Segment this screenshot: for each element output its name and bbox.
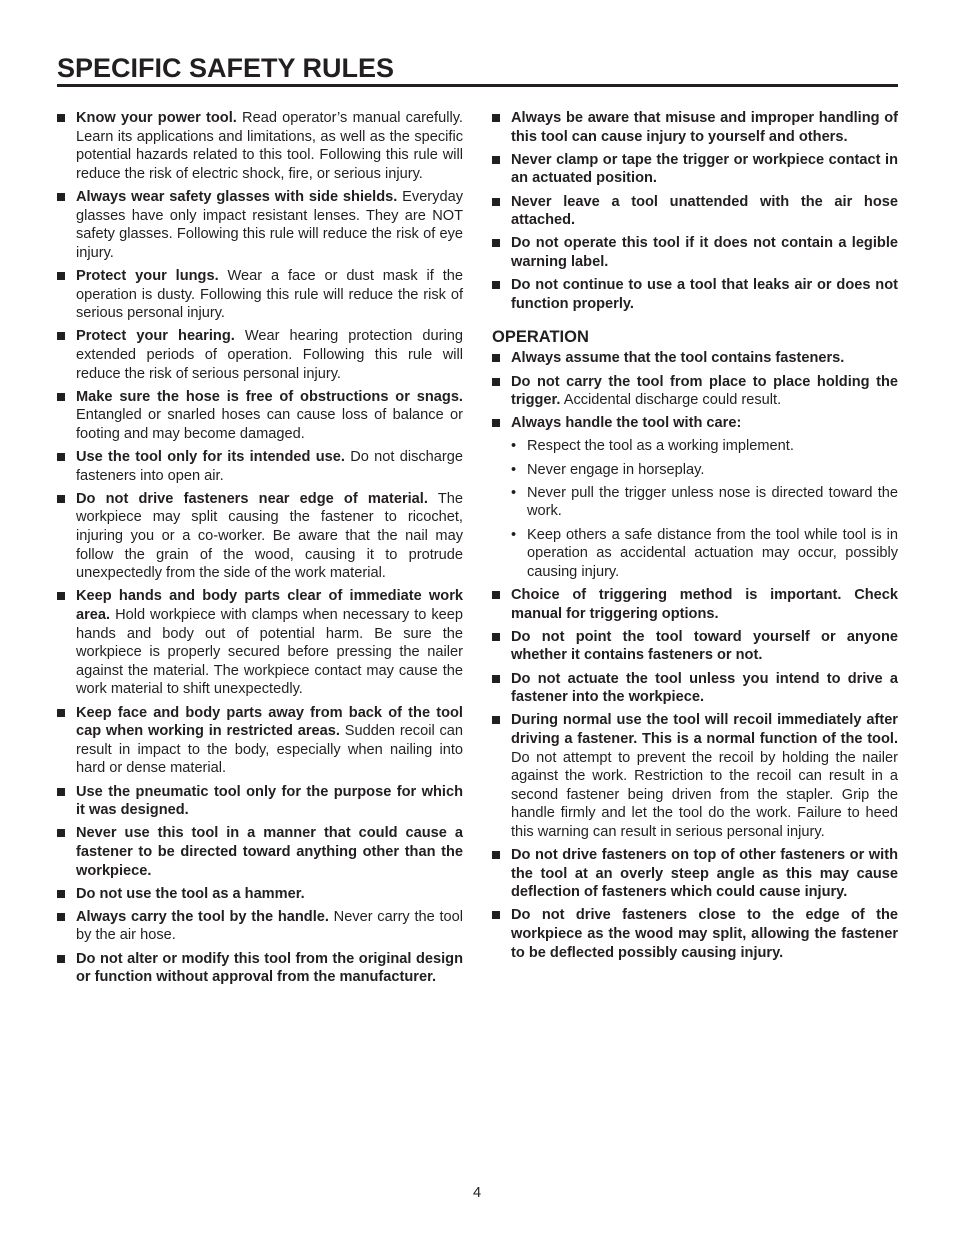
rule-heading: Do not point the tool toward yourself or anyone whether it contains fasteners or not. [511,628,898,664]
left-rules-list [57,109,463,987]
right-column [492,109,898,967]
square-bullet-icon [492,239,500,247]
rule-item [492,373,898,410]
rule-text: Entangled or snarled hoses can cause loss of balance or footing and may become damaged. [76,407,463,442]
square-bullet-icon [57,709,65,717]
sub-bullet-item [492,484,898,521]
rule-text: Everyday glasses have only impact resistant lenses. They are NOT safety glasses. Following this rule will reduce the risk of eye injury. [76,188,463,261]
rule-heading: Do not drive fasteners close to the edge of the workpiece as the wood may split, allowing the fastener to be deflected possibly causing injury. [511,907,898,961]
square-bullet-icon [57,829,65,837]
rule-text: Wear hearing protection during extended periods of operation. Following this rule will reduce the risk of serious personal injury. [76,328,463,382]
rule-item [57,587,463,699]
rule-item [492,628,898,665]
rule-heading: Always wear safety glasses with side shields. [76,188,398,205]
rule-item [57,950,463,987]
square-bullet-icon [492,419,500,427]
rule-item [57,490,463,583]
rule-heading: Keep hands and body parts clear of immediate work area. [76,588,463,623]
rule-item [492,234,898,271]
rule-heading: Choice of triggering method is important. Check manual for triggering options. [511,587,898,622]
square-bullet-icon [57,114,65,122]
dot-bullet-icon: • [511,526,517,543]
operation-rules-list [492,349,898,433]
square-bullet-icon [492,716,500,724]
rule-text: Wear a face or dust mask if the operation is dusty. Following this rule will reduce the risk of serious personal injury. [76,267,463,322]
rule-item [57,448,463,485]
rule-heading: Keep face and body parts away from back of the tool cap when working in restricted areas. [76,704,463,740]
square-bullet-icon [492,675,500,683]
rule-heading: Do not continue to use a tool that leaks air or does not function properly. [511,277,898,312]
rule-item [492,349,898,368]
rule-item [492,276,898,313]
sub-bullet-text: Keep others a safe distance from the tool while tool is in operation as accidental actuation may occur, possibly causing injury. [527,526,898,580]
rule-heading: Always carry the tool by the handle. [76,908,329,925]
rule-text: Do not discharge fasteners into open air. [76,449,464,484]
rule-item [492,151,898,188]
rule-item [492,193,898,230]
right-rules-list [492,109,898,313]
rule-heading: Do not alter or modify this tool from the original design or function without approval from the manufacturer. [76,950,463,986]
rule-item [57,885,463,904]
rule-heading: Always be aware that misuse and improper handling of this tool can cause injury to yourself and others. [511,110,898,145]
rule-item [57,109,463,183]
dot-bullet-icon: • [511,484,517,501]
page-number: 4 [472,1185,482,1201]
rule-text: Sudden recoil can result in impact to the body, especially when nailing into hard or dense material. [76,723,463,777]
operation-rules-list-continued [492,586,898,962]
rule-item [57,824,463,880]
rule-text: Do not attempt to prevent the recoil by holding the nailer against the work. Restriction to the recoil can result in a second fastener being driven from the stapler. Grip the handle firmly and let the tool do the work. Failure to heed this warning can result in serious personal injury. [511,749,898,840]
square-bullet-icon [57,913,65,921]
rule-text: The workpiece may split causing the fastener to ricochet, injuring you or a co-worker. Be aware that the nail may follow the grain of the wood, causing it to protrude unexpectedly from the side of the work material. [76,490,463,582]
sub-bullet-text: Respect the tool as a working implement. [527,438,794,455]
square-bullet-icon [57,890,65,898]
square-bullet-icon [57,788,65,796]
square-bullet-icon [492,354,500,362]
rule-item [492,586,898,623]
square-bullet-icon [57,272,65,280]
page-title: SPECIFIC SAFETY RULES [57,53,395,83]
square-bullet-icon [57,453,65,461]
operation-heading: OPERATION [492,328,589,347]
rule-text: Accidental discharge could result. [560,392,782,409]
sub-bullet-item [492,461,898,480]
square-bullet-icon [57,193,65,201]
rule-heading: During normal use the tool will recoil immediately after driving a fastener. This is a normal function of the tool. [511,712,898,747]
rule-heading: Do not carry the tool from place to place holding the trigger. [511,373,898,409]
sub-bullet-item [492,526,898,582]
square-bullet-icon [492,911,500,919]
rule-text: Never carry the tool by the air hose. [76,908,463,944]
rule-heading: Never use this tool in a manner that could cause a fastener to be directed toward anything other than the workpiece. [76,825,463,879]
rule-item [492,846,898,902]
dot-bullet-icon: • [511,461,517,478]
square-bullet-icon [492,114,500,122]
rule-item [492,711,898,841]
rule-item [492,109,898,146]
sub-bullet-item [492,437,898,456]
square-bullet-icon [492,378,500,386]
rule-text: Hold workpiece with clamps when necessary to keep hands and body out of potential harm. Be sure the workpiece is properly secured before pressing the nailer against the material. The workpiece contact may cause the work material to shift unexpectedly. [76,607,463,698]
square-bullet-icon [492,591,500,599]
square-bullet-icon [492,851,500,859]
rule-item [57,908,463,945]
square-bullet-icon [57,955,65,963]
rule-heading: Never leave a tool unattended with the air hose attached. [511,193,898,229]
left-column [57,109,463,991]
rule-heading: Protect your hearing. [76,328,235,345]
rule-heading: Do not actuate the tool unless you intend to drive a fastener into the workpiece. [511,670,898,706]
rule-item [57,188,463,262]
square-bullet-icon [492,281,500,289]
square-bullet-icon [492,633,500,641]
rule-heading: Know your power tool. [76,110,237,126]
square-bullet-icon [57,495,65,503]
rule-item [57,783,463,820]
square-bullet-icon [492,156,500,164]
rule-item [492,906,898,962]
sub-bullet-text: Never pull the trigger unless nose is directed toward the work. [527,484,898,520]
square-bullet-icon [492,198,500,206]
square-bullet-icon [57,332,65,340]
square-bullet-icon [57,393,65,401]
care-sub-list [492,437,898,581]
rule-item [57,704,463,778]
rule-heading: Use the pneumatic tool only for the purpose for which it was designed. [76,783,463,819]
rule-item [57,327,463,383]
rule-heading: Do not drive fasteners near edge of material. [76,490,428,507]
title-rule [57,84,898,87]
rule-heading: Do not operate this tool if it does not contain a legible warning label. [511,235,898,270]
rule-heading: Use the tool only for its intended use. [76,449,345,466]
rule-text: Read operator’s manual carefully. Learn its applications and limitations, as well as the specific potential hazards related to this tool. Following this rule will reduce the risk of electric shock, fire, or serious injury. [76,110,463,182]
rule-item [492,414,898,433]
dot-bullet-icon: • [511,438,517,455]
rule-heading: Do not drive fasteners on top of other fasteners or with the tool at an overly steep angle as this may cause deflection of fasteners which could cause injury. [511,847,898,901]
rule-heading: Protect your lungs. [76,267,219,284]
rule-item [57,388,463,444]
rule-item [57,267,463,323]
rule-heading: Make sure the hose is free of obstructions or snags. [76,388,463,405]
rule-heading: Do not use the tool as a hammer. [76,885,305,902]
sub-bullet-text: Never engage in horseplay. [527,461,705,478]
rule-heading: Always assume that the tool contains fasteners. [511,350,845,367]
rule-heading: Always handle the tool with care: [511,415,742,432]
rule-heading: Never clamp or tape the trigger or workpiece contact in an actuated position. [511,151,898,187]
square-bullet-icon [57,592,65,600]
rule-item [492,670,898,707]
